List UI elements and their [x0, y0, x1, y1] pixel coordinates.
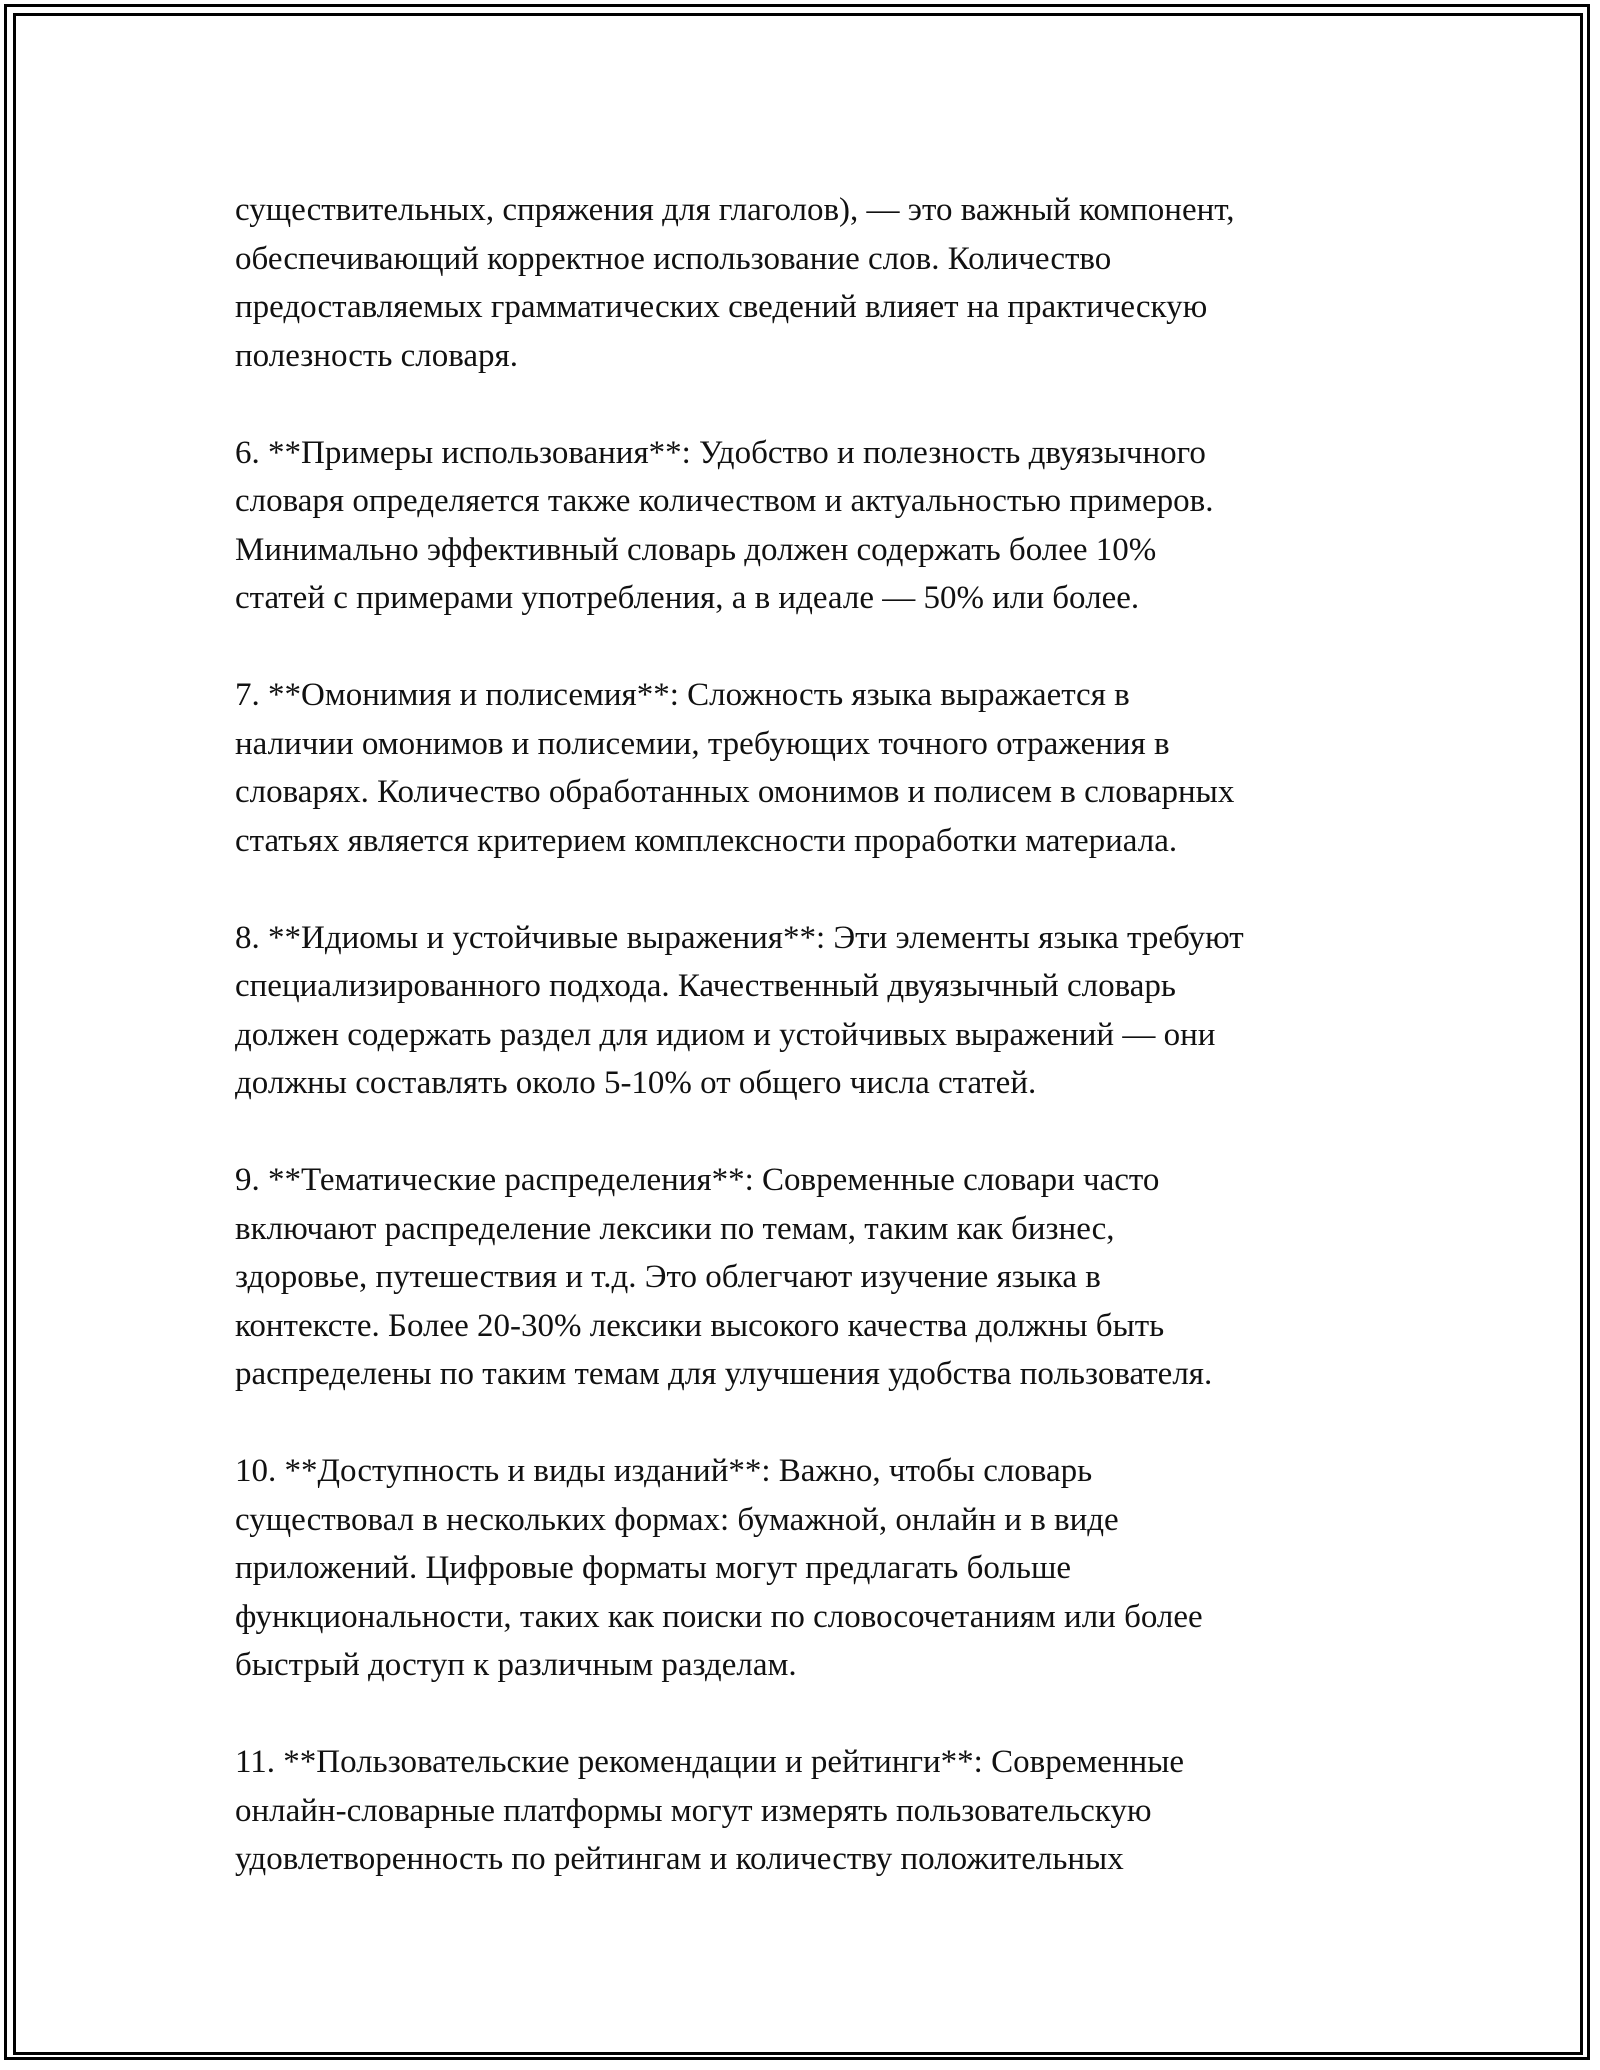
paragraph-item-7 — [235, 671, 1395, 865]
paragraph-item-9 — [235, 1156, 1395, 1399]
text-line: существовал в нескольких формах: бумажной, онлайн и в виде — [235, 1501, 1119, 1538]
text-line: 7. **Омонимия и полисемия**: Сложность языка выражается в — [235, 677, 1130, 713]
text-line: словарях. Количество обработанных омонимов и полисем в словарных — [235, 774, 1235, 810]
text-line: статьях является критерием комплексности проработки материала. — [235, 822, 1178, 859]
paragraph-item-8 — [235, 914, 1395, 1108]
text-line: должны составлять около 5-10% от общего числа статей. — [235, 1065, 1037, 1101]
text-line: наличии омонимов и полисемии, требующих точного отражения в — [235, 725, 1170, 762]
text-line: 6. **Примеры использования**: Удобство и полезность двуязычного — [235, 434, 1206, 471]
text-line: полезность словаря. — [235, 337, 518, 374]
text-line: распределены по таким темам для улучшения удобства пользователя. — [235, 1356, 1213, 1392]
text-line: включают распределение лексики по темам, таким как бизнес, — [235, 1210, 1115, 1247]
text-line: 9. **Тематические распределения**: Современные словари часто — [235, 1162, 1160, 1198]
text-line: обеспечивающий корректное использование слов. Количество — [235, 240, 1112, 277]
text-line: словаря определяется также количеством и актуальностью примеров. — [235, 483, 1214, 519]
paragraph-item-10 — [235, 1447, 1395, 1690]
paragraph-item-11 — [235, 1738, 1395, 1884]
text-line: должен содержать раздел для идиом и устойчивых выражений — они — [235, 1016, 1216, 1053]
paragraph-item-6 — [235, 429, 1395, 623]
text-line: функциональности, таких как поиски по словосочетаниям или более — [235, 1598, 1203, 1635]
text-line: 8. **Идиомы и устойчивые выражения**: Эти элементы языка требуют — [235, 919, 1244, 956]
text-line: специализированного подхода. Качественный двуязычный словарь — [235, 968, 1176, 1004]
text-line: предоставляемых грамматических сведений влияет на практическую — [235, 289, 1208, 325]
text-line: 10. **Доступность и виды изданий**: Важно, чтобы словарь — [235, 1453, 1093, 1489]
paragraph-grammar-continuation — [235, 186, 1395, 380]
text-line: контексте. Более 20-30% лексики высокого качества должны быть — [235, 1307, 1165, 1344]
text-line: приложений. Цифровые форматы могут предлагать больше — [235, 1550, 1072, 1586]
text-line: 11. **Пользовательские рекомендации и рейтинги**: Современные — [235, 1744, 1185, 1780]
text-line: онлайн-словарные платформы могут измерять пользовательскую — [235, 1792, 1152, 1829]
text-line: Минимально эффективный словарь должен содержать более 10% — [235, 531, 1157, 568]
document-body — [235, 186, 1395, 1932]
text-line: существительных, спряжения для глаголов), — это важный компонент, — [235, 192, 1235, 228]
text-line: статей с примерами употребления, а в идеале — 50% или более. — [235, 580, 1140, 616]
text-line: здоровье, путешествия и т.д. Это облегчают изучение языка в — [235, 1259, 1101, 1295]
text-line: удовлетворенность по рейтингам и количеству положительных — [235, 1841, 1124, 1877]
text-line: быстрый доступ к различным разделам. — [235, 1647, 797, 1683]
